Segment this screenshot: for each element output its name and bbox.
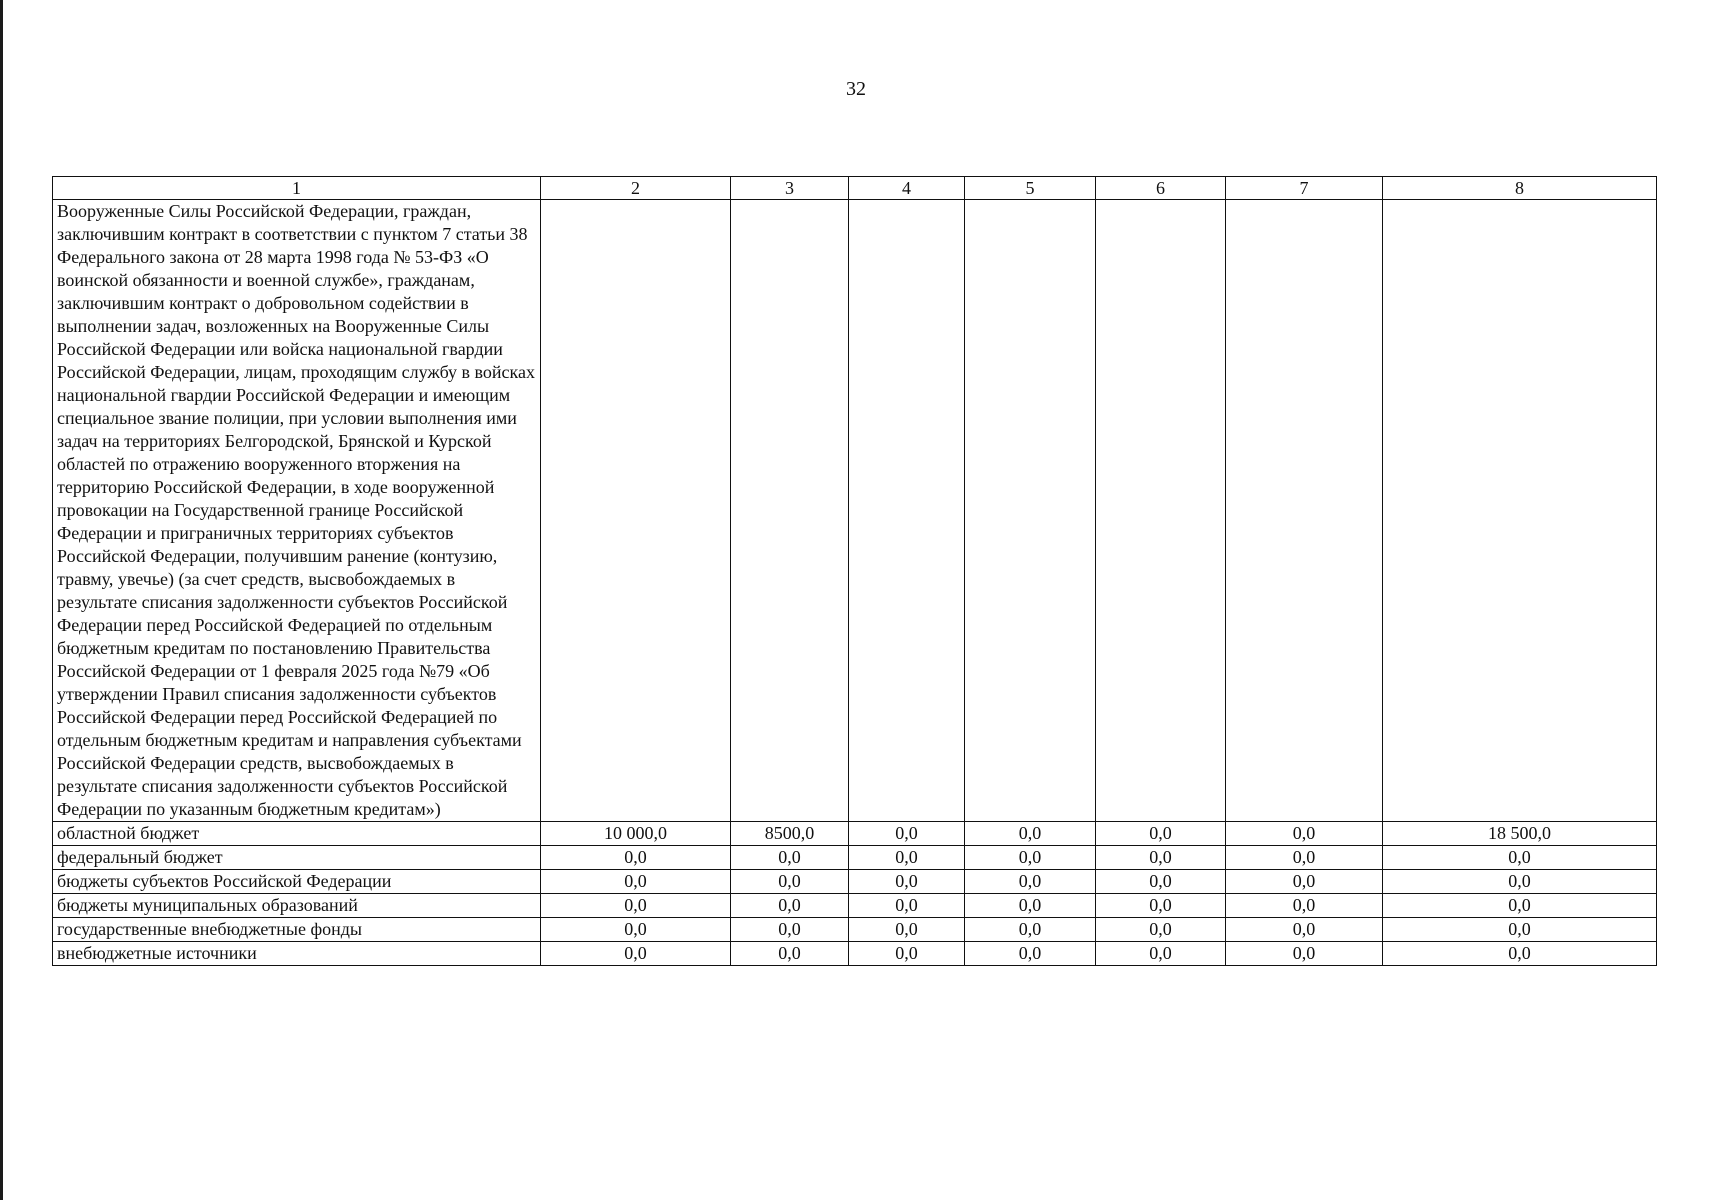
value-cell: 0,0 [849, 870, 965, 894]
empty-cell [1096, 200, 1226, 822]
value-cell: 0,0 [965, 894, 1096, 918]
value-cell: 18 500,0 [1383, 822, 1657, 846]
page-number: 32 [846, 78, 866, 100]
value-cell: 0,0 [1096, 918, 1226, 942]
empty-cell [541, 200, 731, 822]
column-header: 6 [1096, 177, 1226, 200]
value-cell: 0,0 [849, 894, 965, 918]
value-cell: 0,0 [1383, 894, 1657, 918]
empty-cell [1383, 200, 1657, 822]
value-cell: 0,0 [541, 942, 731, 966]
row-label: федеральный бюджет [53, 846, 541, 870]
row-label: бюджеты муниципальных образований [53, 894, 541, 918]
value-cell: 0,0 [731, 894, 849, 918]
value-cell: 0,0 [1226, 894, 1383, 918]
value-cell: 0,0 [731, 942, 849, 966]
value-cell: 0,0 [1226, 822, 1383, 846]
value-cell: 10 000,0 [541, 822, 731, 846]
column-header: 2 [541, 177, 731, 200]
row-label: государственные внебюджетные фонды [53, 918, 541, 942]
scan-edge [0, 0, 3, 1200]
description-cell: Вооруженные Силы Российской Федерации, граждан, заключившим контракт в соответствии с пунктом 7 статьи 38 Федерального закона от 28 марта 1998 года № 53-ФЗ «О воинской обязанности и военной службе», гражданам, заключившим контракт о добровольном содействии в выполнении задач, возложенных на Вооруженные Силы Российской Федерации или войска национальной гвардии Российской Федерации, лицам, проходящим службу в войсках национальной гвардии Российской Федерации и имеющим специальное звание полиции, при условии выполнения ими задач на территориях Белгородской, Брянской и Курской областей по отражению вооруженного вторжения на территорию Российской Федерации, в ходе вооруженной провокации на Государственной границе Российской Федерации и приграничных территориях субъектов Российской Федерации, получившим ранение (контузию, травму, увечье) (за счет средств, высвобождаемых в результате списания задолженности субъектов Российской Федерации перед Российской Федерацией по отдельным бюджетным кредитам по постановлению Правительства Российской Федерации от 1 февраля 2025 года №79 «Об утверждении Правил списания задолженности субъектов Российской Федерации перед Российской Федерацией по отдельным бюджетным кредитам и направления субъектами Российской Федерации средств, высвобождаемых в результате списания задолженности субъектов Российской Федерации по указанным бюджетным кредитам») [53, 200, 541, 822]
value-cell: 0,0 [1383, 918, 1657, 942]
value-cell: 0,0 [731, 918, 849, 942]
column-header: 7 [1226, 177, 1383, 200]
table-row [53, 870, 1657, 894]
table-row [53, 822, 1657, 846]
value-cell: 0,0 [541, 870, 731, 894]
value-cell: 0,0 [1226, 918, 1383, 942]
table-row [53, 846, 1657, 870]
value-cell: 0,0 [965, 822, 1096, 846]
column-header: 4 [849, 177, 965, 200]
value-cell: 0,0 [1383, 870, 1657, 894]
empty-cell [1226, 200, 1383, 822]
value-cell: 0,0 [541, 846, 731, 870]
row-label: внебюджетные источники [53, 942, 541, 966]
header-row [53, 177, 1657, 200]
value-cell: 0,0 [849, 822, 965, 846]
empty-cell [849, 200, 965, 822]
row-label: областной бюджет [53, 822, 541, 846]
budget-table [52, 176, 1657, 966]
value-cell: 0,0 [1226, 846, 1383, 870]
value-cell: 0,0 [1226, 870, 1383, 894]
column-header: 8 [1383, 177, 1657, 200]
value-cell: 0,0 [965, 918, 1096, 942]
value-cell: 0,0 [1096, 894, 1226, 918]
row-label: бюджеты субъектов Российской Федерации [53, 870, 541, 894]
value-cell: 0,0 [731, 870, 849, 894]
column-header: 5 [965, 177, 1096, 200]
value-cell: 0,0 [849, 846, 965, 870]
value-cell: 0,0 [541, 918, 731, 942]
value-cell: 0,0 [1096, 822, 1226, 846]
table-row [53, 918, 1657, 942]
value-cell: 0,0 [1383, 846, 1657, 870]
description-row [53, 200, 1657, 822]
empty-cell [965, 200, 1096, 822]
value-cell: 0,0 [1096, 870, 1226, 894]
value-cell: 0,0 [849, 942, 965, 966]
column-header: 3 [731, 177, 849, 200]
value-cell: 0,0 [1096, 942, 1226, 966]
value-cell: 0,0 [1226, 942, 1383, 966]
value-cell: 8500,0 [731, 822, 849, 846]
table-row [53, 942, 1657, 966]
value-cell: 0,0 [965, 870, 1096, 894]
value-cell: 0,0 [965, 942, 1096, 966]
column-header: 1 [53, 177, 541, 200]
value-cell: 0,0 [541, 894, 731, 918]
value-cell: 0,0 [849, 918, 965, 942]
value-cell: 0,0 [731, 846, 849, 870]
table-row [53, 894, 1657, 918]
empty-cell [731, 200, 849, 822]
value-cell: 0,0 [965, 846, 1096, 870]
value-cell: 0,0 [1383, 942, 1657, 966]
value-cell: 0,0 [1096, 846, 1226, 870]
